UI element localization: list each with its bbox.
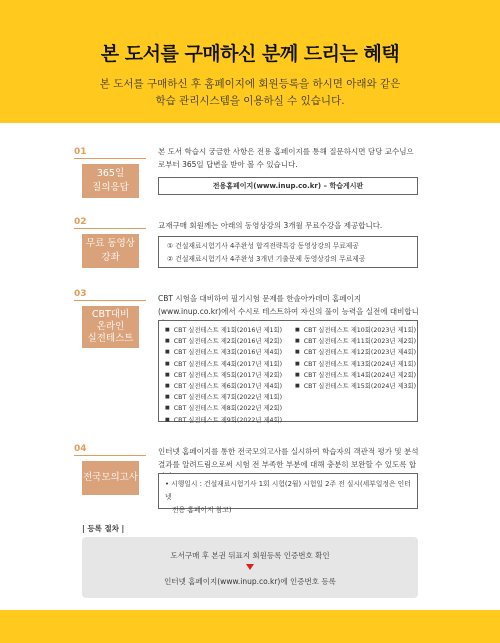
section-4-number: 04 [74, 444, 87, 454]
section-2-badge-line-1: 무료 동영상 [86, 238, 135, 249]
list-item: ■ CBT 실전테스트 제14회(2024년 제2회) [295, 370, 416, 381]
list-item: ■ CBT 실전테스트 제4회(2017년 제1회) [165, 359, 282, 370]
section-4-divider [74, 455, 146, 456]
list-item: ■ CBT 실전테스트 제12회(2023년 제4회) [295, 347, 416, 358]
section-2-description: 교재구매 회원께는 아래의 동영상강의 3개월 무료수강을 제공합니다. [158, 221, 383, 230]
registration-label: | 등록 절차 | [82, 524, 125, 533]
list-item: ■ CBT 실전테스트 제8회(2022년 제2회) [165, 403, 282, 414]
registration-step-2: 인터넷 홈페이지(www.inup.co.kr)에 인증번호 등록 [164, 577, 336, 586]
list-item: ■ CBT 실전테스트 제11회(2023년 제2회) [295, 336, 416, 347]
section-2-badge [82, 234, 139, 268]
section-3-badge-line-3: 실전테스트 [87, 333, 134, 344]
cbt-test-list-left [165, 325, 282, 426]
subtitle-line-1: 본 도서를 구매하신 후 홈페이지에 회원등록을 하시면 아래와 같은 [99, 78, 401, 90]
list-item: ■ CBT 실전테스트 제6회(2017년 제4회) [165, 381, 282, 392]
list-item: ■ CBT 실전테스트 제15회(2024년 제3회) [295, 381, 416, 392]
cbt-test-list-right [295, 325, 416, 392]
section-1-number: 01 [74, 147, 87, 157]
schedule-line-1: • 시행일시 : 건설재료시험기사 1회 시험(2월) 시험일 2주 전 실시(세부일정은 인터넷 [165, 480, 411, 501]
section-4-schedule-box [158, 473, 418, 514]
section-2-divider [74, 228, 146, 229]
section-1-divider [74, 158, 146, 159]
section-2-number: 02 [74, 217, 87, 227]
list-item: ■ CBT 실전테스트 제1회(2016년 제1회) [165, 325, 282, 336]
section-3-badge-line-1: CBT대비 [91, 309, 130, 320]
schedule-line-2: 전용 홈페이지 참고) [172, 506, 232, 514]
section-1-description: 본 도서 학습시 궁금한 사항은 전용 홈페이지를 통해 질문하시면 담당 교수님으로부터 365일 답변을 받아 볼 수 있습니다. [158, 147, 414, 169]
section-3-test-box [158, 320, 418, 422]
header-banner [0, 0, 500, 123]
section-1-badge [82, 164, 139, 198]
page-title: 본 도서를 구매하신 분께 드리는 혜택 [100, 43, 400, 65]
section-3-description: CBT 시험을 대비하여 필기시험 문제를 한솔아카데미 홈페이지(www.inup.co.kr)에서 수시로 테스트하여 자신의 풀이 능력을 실전에 대비합니 [158, 294, 419, 316]
list-item: ② 건설재료시험기사 4주완성 3개년 기출문제 동영상강의 무료제공 [167, 254, 366, 263]
page-subtitle [0, 76, 500, 110]
list-item: ■ CBT 실전테스트 제7회(2022년 제1회) [165, 392, 282, 403]
registration-step-1: 도서구매 후 본권 뒤표지 회원등록 인증번호 확인 [170, 551, 330, 560]
subtitle-line-2: 학습 관리시스템을 이용하실 수 있습니다. [155, 95, 345, 107]
list-item: ① 건설재료시험기사 4주완성 합격전략특강 동영상강의 무료제공 [167, 242, 359, 250]
section-3-badge-line-2: 온라인 [96, 321, 125, 332]
registration-box [82, 537, 418, 598]
list-item: ■ CBT 실전테스트 제2회(2016년 제2회) [165, 336, 282, 347]
section-4-badge-line-1: 전국모의고사 [82, 472, 139, 483]
list-item: ■ CBT 실전테스트 제3회(2016년 제4회) [165, 347, 282, 358]
list-item: ■ CBT 실전테스트 제9회(2022년 제4회) [165, 415, 282, 426]
section-4-description: 인터넷 홈페이지를 통한 전국모의고사를 실시하여 학습자의 객관적 평가 및 분석결과를 알려드림으로써 시험 전 부족한 부분에 대해 충분히 보완할 수 있도록 합 [158, 447, 419, 469]
section-3-divider [74, 300, 146, 301]
section-2-badge-line-2: 강좌 [101, 252, 120, 263]
list-item: ■ CBT 실전테스트 제5회(2017년 제2회) [165, 370, 282, 381]
section-4-badge [82, 461, 139, 495]
footer-banner [0, 610, 500, 643]
section-1-homepage-box: 전용홈페이지(www.inup.co.kr) – 학습게시판 [158, 177, 418, 195]
arrow-down-icon [246, 563, 254, 571]
section-3-number: 03 [74, 289, 87, 299]
section-3-badge [82, 306, 139, 348]
section-2-lecture-box [158, 236, 418, 268]
list-item: ■ CBT 실전테스트 제13회(2024년 제1회) [295, 359, 416, 370]
list-item: ■ CBT 실전테스트 제10회(2023년 제1회) [295, 325, 416, 336]
section-1-badge-line-2: 질의응답 [92, 182, 129, 193]
section-1-badge-line-1: 365일 [96, 168, 125, 179]
